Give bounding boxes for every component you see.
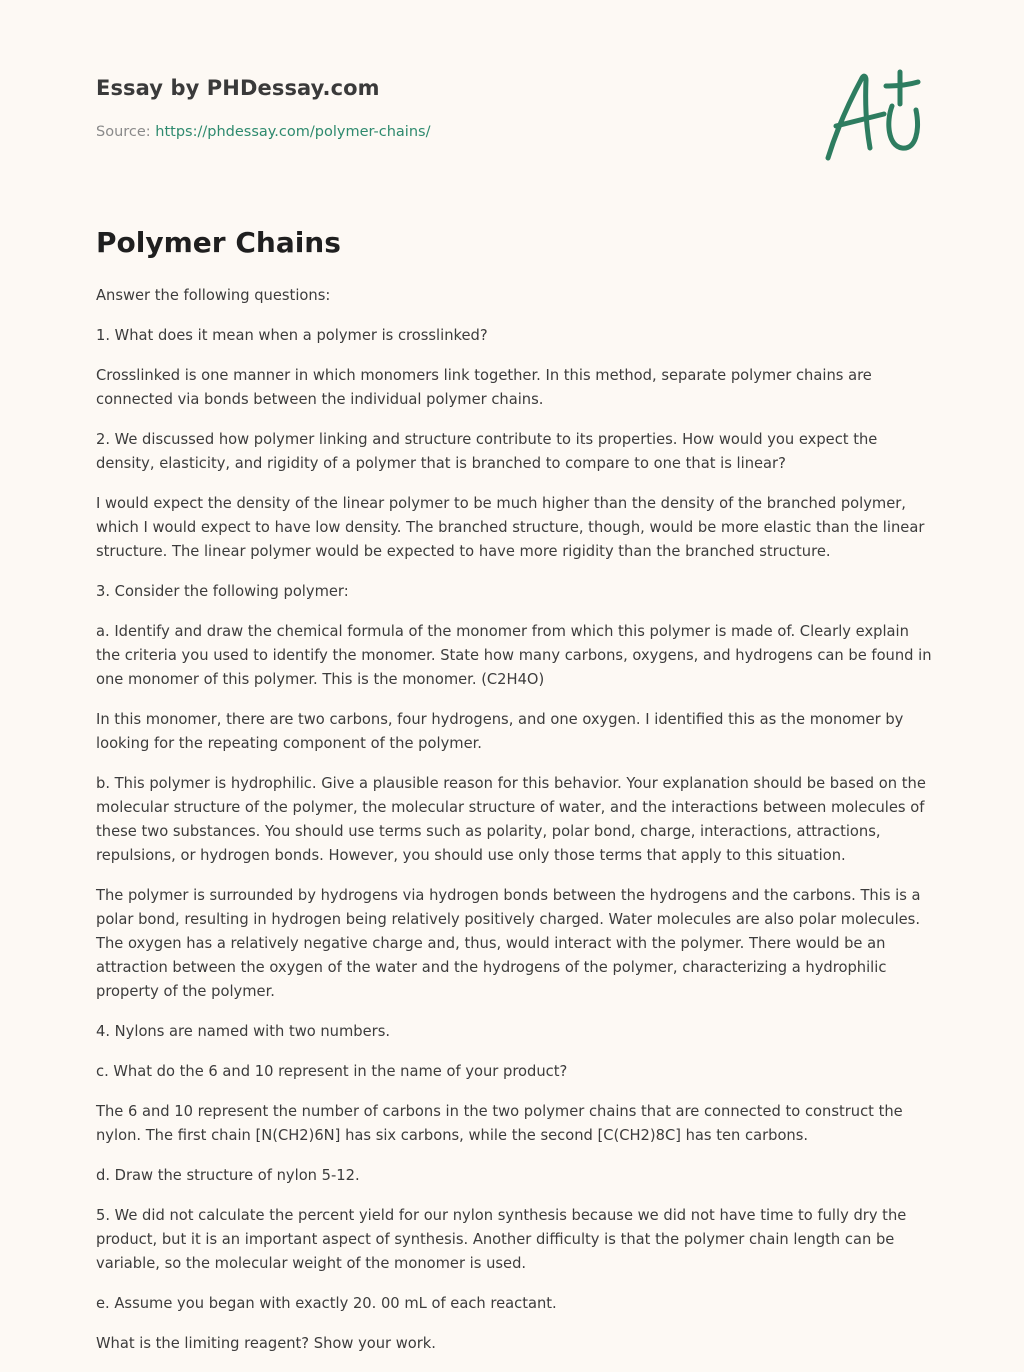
essay-paragraph: a. Identify and draw the chemical formula of the monomer from which this polymer is made of. Clearly explain the criteria you used to identify the monomer. State how many carbons, oxygens, and hydrogens can be found in one monomer of this polymer. This is the monomer. (C2H4O) — [96, 623, 932, 688]
essay-paragraph: 4. Nylons are named with two numbers. — [96, 1023, 391, 1040]
essay-paragraph: 5. We did not calculate the percent yield for our nylon synthesis because we did not have time to fully dry the product, but it is an important aspect of synthesis. Another difficulty is that the polymer chain length can be variable, so the molecular weight of the monomer is used. — [96, 1207, 907, 1272]
a-plus-logo-icon — [822, 66, 926, 166]
essay-paragraph: b. This polymer is hydrophilic. Give a plausible reason for this behavior. Your explanation should be based on the molecular structure of the polymer, the molecular structure of water, and the interactions between molecules of these two substances. You should use terms such as polarity, polar bond, charge, interactions, attractions, repulsions, or hydrogen bonds. However, you should use only those terms that apply to this situation. — [96, 775, 926, 864]
essay-paragraph: c. What do the 6 and 10 represent in the name of your product? — [96, 1063, 568, 1080]
essay-body — [96, 284, 932, 1372]
essay-paragraph: Crosslinked is one manner in which monomers link together. In this method, separate polymer chains are connected via bonds between the individual polymer chains. — [96, 367, 872, 408]
site-title: Essay by PHDessay.com — [96, 76, 380, 100]
essay-paragraph: I would expect the density of the linear polymer to be much higher than the density of the branched polymer, which I would expect to have low density. The branched structure, though, would be more elastic than the linear structure. The linear polymer would be expected to have more rigidity than the branched structure. — [96, 495, 925, 560]
essay-paragraph: 2. We discussed how polymer linking and structure contribute to its properties. How would you expect the density, elasticity, and rigidity of a polymer that is branched to compare to one that is linear? — [96, 431, 878, 472]
source-line — [96, 124, 430, 140]
essay-paragraph: The 6 and 10 represent the number of carbons in the two polymer chains that are connected to construct the nylon. The first chain [N(CH2)6N] has six carbons, while the second [C(CH2)8C] has ten carbons. — [96, 1103, 903, 1144]
source-label: Source: — [96, 124, 151, 140]
essay-paragraph: In this monomer, there are two carbons, four hydrogens, and one oxygen. I identified this as the monomer by looking for the repeating component of the polymer. — [96, 711, 904, 752]
essay-paragraph: e. Assume you began with exactly 20. 00 mL of each reactant. — [96, 1295, 557, 1312]
essay-paragraph: What is the limiting reagent? Show your work. — [96, 1335, 436, 1352]
essay-title: Polymer Chains — [96, 226, 341, 259]
essay-paragraph: The polymer is surrounded by hydrogens via hydrogen bonds between the hydrogens and the carbons. This is a polar bond, resulting in hydrogen being relatively positively charged. Water molecules are also polar molecules. The oxygen has a relatively negative charge and, thus, would interact with the polymer. There would be an attraction between the oxygen of the water and the hydrogens of the polymer, characterizing a hydrophilic property of the polymer. — [96, 887, 921, 1000]
essay-paragraph: 1. What does it mean when a polymer is crosslinked? — [96, 327, 488, 344]
essay-paragraph: Answer the following questions: — [96, 287, 331, 304]
source-link[interactable]: https://phdessay.com/polymer-chains/ — [155, 124, 431, 140]
essay-paragraph: 3. Consider the following polymer: — [96, 583, 349, 600]
essay-paragraph: d. Draw the structure of nylon 5-12. — [96, 1167, 360, 1184]
